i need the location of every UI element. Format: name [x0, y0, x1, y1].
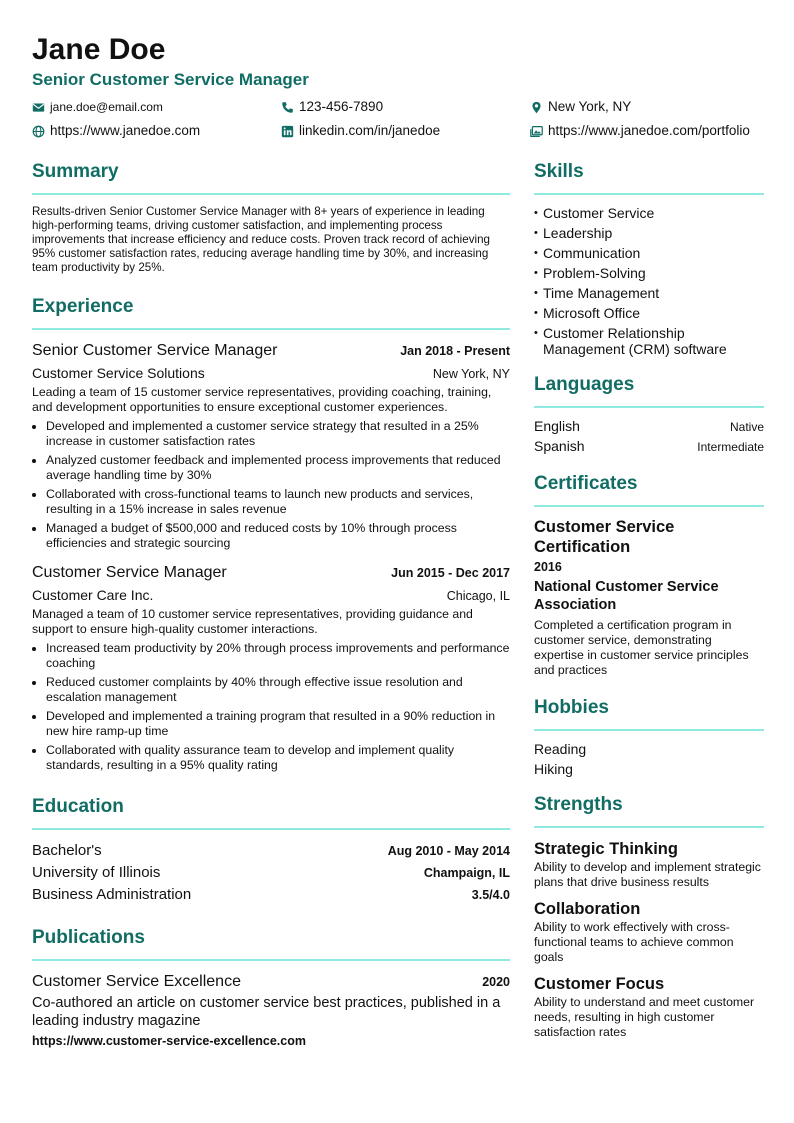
job-bullet: • Increased team productivity by 20% through process improvements and performance coaching	[46, 641, 510, 671]
education-gpa: 3.5/4.0	[471, 888, 510, 902]
job-entry	[32, 340, 510, 551]
strength-title: Customer Focus	[534, 975, 665, 993]
section-divider	[534, 193, 764, 195]
job-description: Managed a team of 10 customer service representatives, providing guidance and support to ensure high-quality customer interactions.	[32, 607, 473, 636]
certificate-description: Completed a certification program in customer service, demonstrating expertise in customer service principles and practices	[534, 618, 749, 677]
publication-name: Customer Service Excellence	[32, 973, 241, 990]
job-bullet: • Analyzed customer feedback and implemented process improvements that reduced average handling time by 30%	[46, 453, 510, 483]
candidate-role: Senior Customer Service Manager	[32, 70, 309, 89]
language-item	[534, 438, 764, 454]
education-section	[32, 793, 510, 906]
section-divider	[534, 826, 764, 828]
skill-item: • Leadership	[534, 225, 764, 241]
languages-heading: Languages	[534, 374, 635, 395]
job-bullet: • Reduced customer complaints by 40% through effective issue resolution and escalation management	[46, 675, 510, 705]
linkedin-text: linkedin.com/in/janedoe	[299, 123, 441, 138]
publication-link[interactable]: https://www.customer-service-excellence.com	[32, 1034, 306, 1048]
experience-section	[32, 293, 510, 773]
skills-heading: Skills	[534, 161, 584, 182]
language-item	[534, 418, 764, 434]
skills-list	[534, 205, 764, 357]
job-company: Customer Care Inc.	[32, 587, 154, 603]
job-bullets	[32, 419, 510, 551]
phone-text: 123-456-7890	[299, 99, 384, 114]
job-title: Senior Customer Service Manager	[32, 342, 278, 359]
contact-portfolio[interactable]	[530, 121, 766, 141]
certificate-name: Customer Service Certification	[534, 518, 675, 556]
education-date: Aug 2010 - May 2014	[387, 844, 510, 858]
website-text: https://www.janedoe.com	[50, 123, 201, 138]
strength-description: Ability to understand and meet customer needs, resulting in high customer satisfaction rates	[534, 995, 755, 1039]
side-column	[534, 158, 764, 1048]
job-entry	[32, 562, 510, 773]
job-date: Jun 2015 - Dec 2017	[391, 566, 510, 580]
hobbies-heading: Hobbies	[534, 697, 609, 718]
globe-icon	[32, 125, 45, 138]
email-text: jane.doe@email.com	[50, 100, 163, 114]
section-divider	[534, 406, 764, 408]
certificates-heading: Certificates	[534, 473, 638, 494]
hobbies-section	[534, 694, 764, 777]
certificate-org: National Customer Service Association	[534, 579, 719, 613]
skill-item: • Microsoft Office	[534, 305, 764, 321]
job-location: Chicago, IL	[446, 589, 510, 603]
publication-year: 2020	[482, 975, 510, 989]
publications-heading: Publications	[32, 927, 145, 948]
publications-section	[32, 924, 510, 1048]
section-divider	[534, 729, 764, 731]
candidate-name: Jane Doe	[32, 33, 166, 66]
job-location: New York, NY	[432, 367, 510, 381]
section-divider	[534, 505, 764, 507]
skill-item: • Problem-Solving	[534, 265, 764, 281]
strengths-section	[534, 791, 764, 1040]
envelope-icon	[32, 101, 45, 114]
portfolio-text: https://www.janedoe.com/portfolio	[548, 123, 750, 138]
contact-website[interactable]	[32, 121, 281, 141]
strength-title: Collaboration	[534, 900, 641, 918]
language-name: English	[534, 418, 580, 434]
skill-item: • Communication	[534, 245, 764, 261]
hobby-item: Reading	[534, 741, 587, 757]
contact-info	[32, 97, 766, 141]
skills-section	[534, 158, 764, 357]
certificates-section	[534, 470, 764, 678]
education-location: Champaign, IL	[423, 866, 510, 880]
job-bullet: • Collaborated with quality assurance team to develop and implement quality standards, resulting in a 95% quality rating	[46, 743, 510, 773]
job-company: Customer Service Solutions	[32, 365, 205, 381]
resume-page	[32, 32, 766, 1048]
experience-heading: Experience	[32, 296, 134, 317]
linkedin-icon	[281, 125, 294, 138]
strength-description: Ability to develop and implement strategic plans that drive business results	[534, 860, 761, 889]
job-bullet: • Collaborated with cross-functional teams to launch new products and services, resulting in a 15% increase in sales revenue	[46, 487, 510, 517]
section-divider	[32, 828, 510, 830]
skill-item: • Customer Service	[534, 205, 764, 221]
languages-section	[534, 371, 764, 454]
certificate-year: 2016	[534, 560, 562, 574]
language-name: Spanish	[534, 438, 585, 454]
location-text: New York, NY	[548, 99, 632, 114]
location-pin-icon	[530, 101, 543, 114]
language-level: Intermediate	[697, 440, 764, 454]
strength-description: Ability to work effectively with cross-functional teams to achieve common goals	[534, 920, 734, 964]
job-description: Leading a team of 15 customer service representatives, providing coaching, training, and development opportunities to ensure exceptional customer experiences.	[32, 385, 492, 414]
contact-location	[530, 97, 766, 117]
strength-title: Strategic Thinking	[534, 840, 678, 858]
section-divider	[32, 193, 510, 195]
main-column	[32, 158, 510, 1048]
phone-icon	[281, 101, 294, 114]
section-divider	[32, 959, 510, 961]
job-title: Customer Service Manager	[32, 564, 227, 581]
contact-email[interactable]	[32, 97, 281, 117]
strengths-heading: Strengths	[534, 794, 623, 815]
portfolio-icon	[530, 125, 543, 138]
education-heading: Education	[32, 796, 124, 817]
summary-heading: Summary	[32, 161, 119, 182]
job-bullet: • Managed a budget of $500,000 and reduced costs by 10% through process efficiencies and strategic sourcing	[46, 521, 510, 551]
summary-section	[32, 158, 510, 275]
publication-description: Co-authored an article on customer service best practices, published in a leading industry magazine	[32, 995, 501, 1029]
job-bullet: • Developed and implemented a customer service strategy that resulted in a 25% increase in customer satisfaction rates	[46, 419, 510, 449]
hobby-item: Hiking	[534, 761, 573, 777]
contact-phone[interactable]	[281, 97, 530, 117]
skill-item: • Customer Relationship Management (CRM) software	[534, 325, 764, 357]
job-bullet: • Developed and implemented a training program that resulted in a 90% reduction in new hire ramp-up time	[46, 709, 510, 739]
job-date: Jan 2018 - Present	[400, 344, 510, 358]
section-divider	[32, 328, 510, 330]
summary-text: Results-driven Senior Customer Service Manager with 8+ years of experience in leading high-performing teams, driving customer satisfaction, and implementing process improvements that increase efficiency and reduce costs. Proven track record of achieving 95% customer satisfaction rates, reducing average handling time by 30%, and increasing team productivity by 25%.	[32, 205, 490, 274]
job-bullets	[32, 641, 510, 773]
skill-item: • Time Management	[534, 285, 764, 301]
contact-linkedin[interactable]	[281, 121, 530, 141]
education-degree: Bachelor's	[32, 842, 102, 859]
education-school: University of Illinois	[32, 864, 161, 881]
education-field: Business Administration	[32, 886, 192, 903]
language-level: Native	[729, 420, 764, 434]
